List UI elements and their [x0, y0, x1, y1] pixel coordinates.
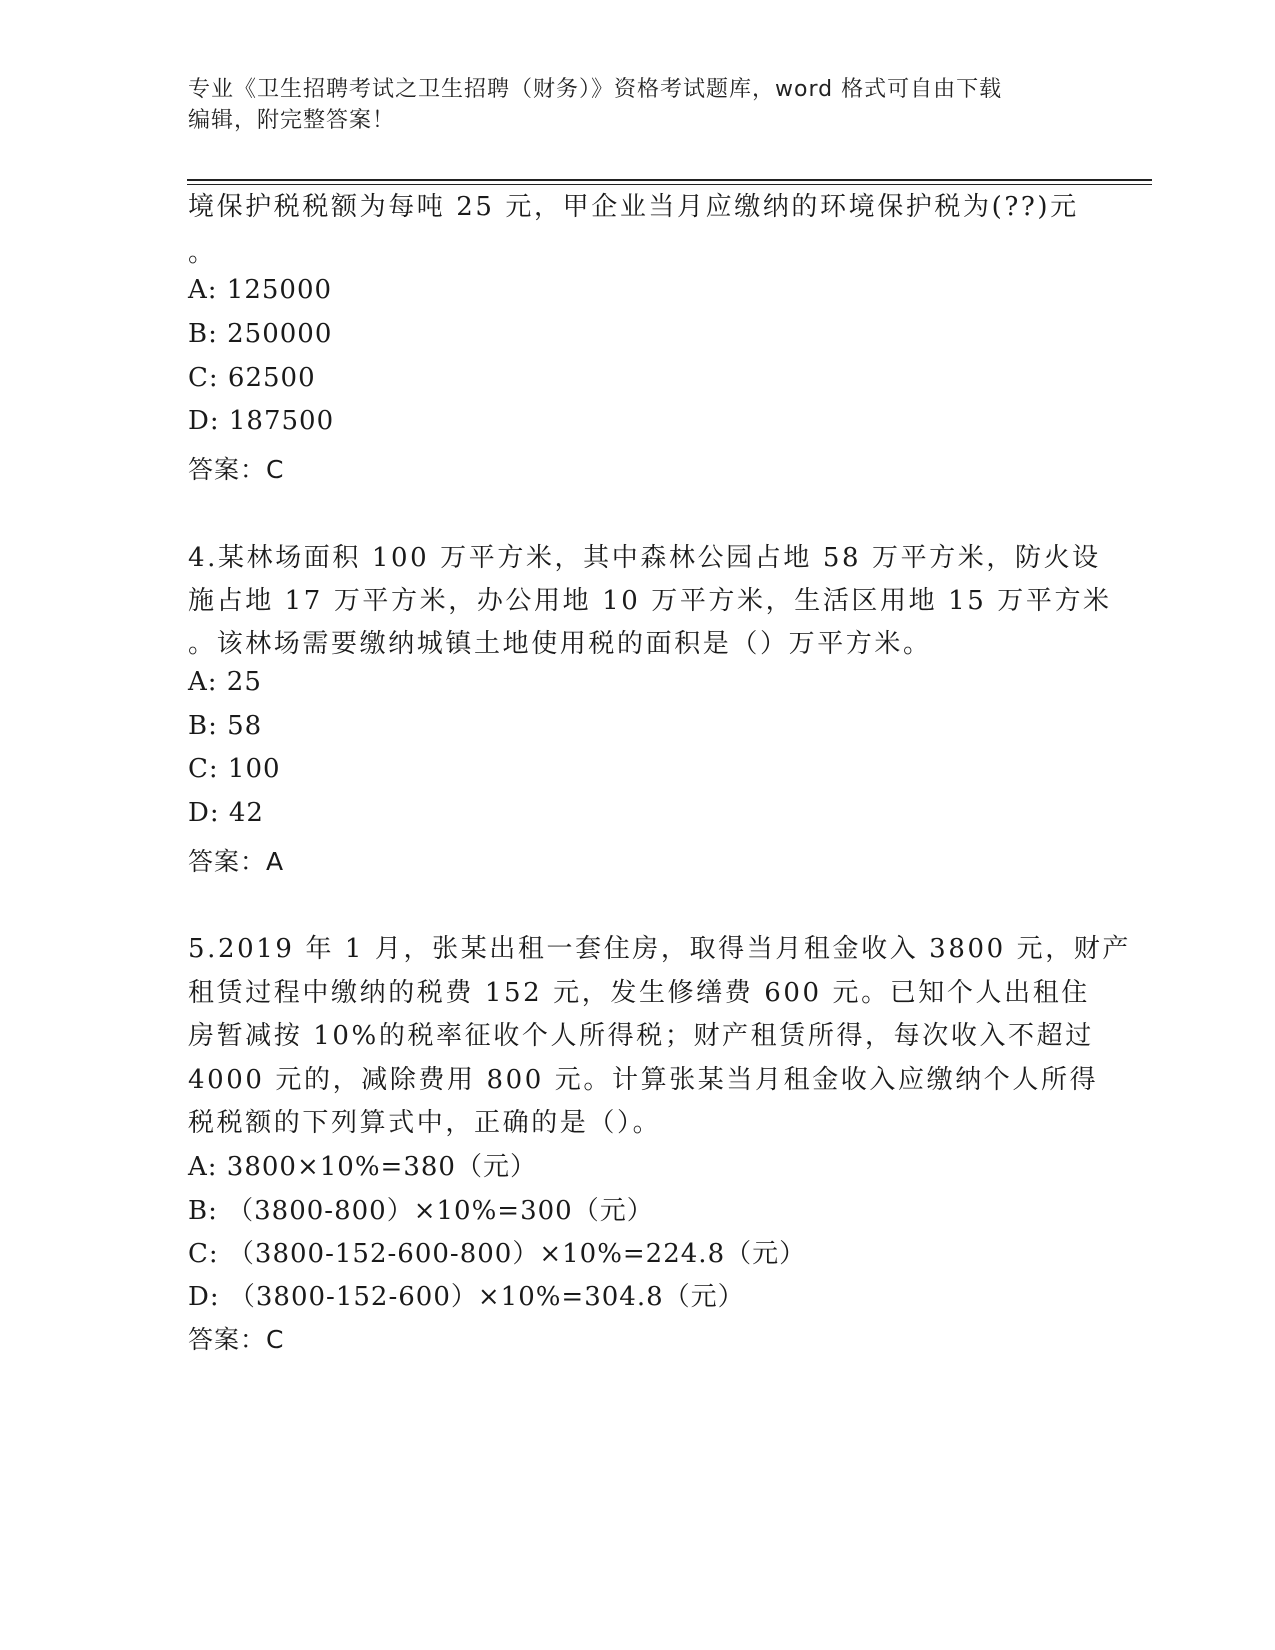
question-3-option-b: B: 250000: [188, 319, 333, 349]
question-4-option-a: A: 25: [188, 667, 262, 697]
question-3-option-c: C: 62500: [188, 363, 316, 393]
question-5-option-d: D: （3800-152-600）×10%=304.8（元）: [188, 1282, 745, 1312]
question-4-line-1: 4.某林场面积 100 万平方米，其中森林公园占地 58 万平方米，防火设: [188, 543, 1101, 573]
question-4-option-c: C: 100: [188, 754, 281, 784]
question-5-line-5: 税税额的下列算式中，正确的是（）。: [188, 1108, 662, 1138]
question-4-line-3: 。该林场需要缴纳城镇土地使用税的面积是（）万平方米。: [188, 629, 932, 659]
header-divider-thick: [187, 179, 1152, 181]
header-divider-thin: [187, 184, 1152, 185]
question-5-line-1: 5.2019 年 1 月，张某出租一套住房，取得当月租金收入 3800 元，财产: [188, 934, 1132, 964]
question-5-line-3: 房暂减按 10%的税率征收个人所得税；财产租赁所得，每次收入不超过: [188, 1021, 1094, 1051]
question-4-answer: 答案：A: [188, 847, 285, 876]
header-line-1: 专业《卫生招聘考试之卫生招聘（财务）》资格考试题库，word 格式可自由下载: [188, 77, 1003, 102]
question-4-option-b: B: 58: [188, 711, 263, 741]
question-5-option-a: A: 3800×10%=380（元）: [188, 1152, 537, 1182]
header-line-2: 编辑，附完整答案！: [188, 108, 396, 133]
question-5-option-b: B: （3800-800）×10%=300（元）: [188, 1196, 654, 1226]
question-4-line-2: 施占地 17 万平方米，办公用地 10 万平方米，生活区用地 15 万平方米: [188, 586, 1112, 616]
question-5-line-2: 租赁过程中缴纳的税费 152 元，发生修缮费 600 元。已知个人出租住: [188, 978, 1090, 1008]
question-5-answer: 答案：C: [188, 1325, 285, 1354]
question-4-option-d: D: 42: [188, 798, 264, 828]
question-3-option-d: D: 187500: [188, 406, 335, 436]
document-header: [188, 74, 1088, 136]
question-3-option-a: A: 125000: [188, 275, 333, 305]
question-3-answer: 答案：C: [188, 455, 285, 484]
question-5-line-4: 4000 元的，减除费用 800 元。计算张某当月租金收入应缴纳个人所得: [188, 1065, 1099, 1095]
question-3-line-1: 境保护税税额为每吨 25 元，甲企业当月应缴纳的环境保护税为(??)元: [188, 192, 1079, 222]
question-3-line-2: 。: [188, 238, 217, 268]
question-5-option-c: C: （3800-152-600-800）×10%=224.8（元）: [188, 1239, 807, 1269]
